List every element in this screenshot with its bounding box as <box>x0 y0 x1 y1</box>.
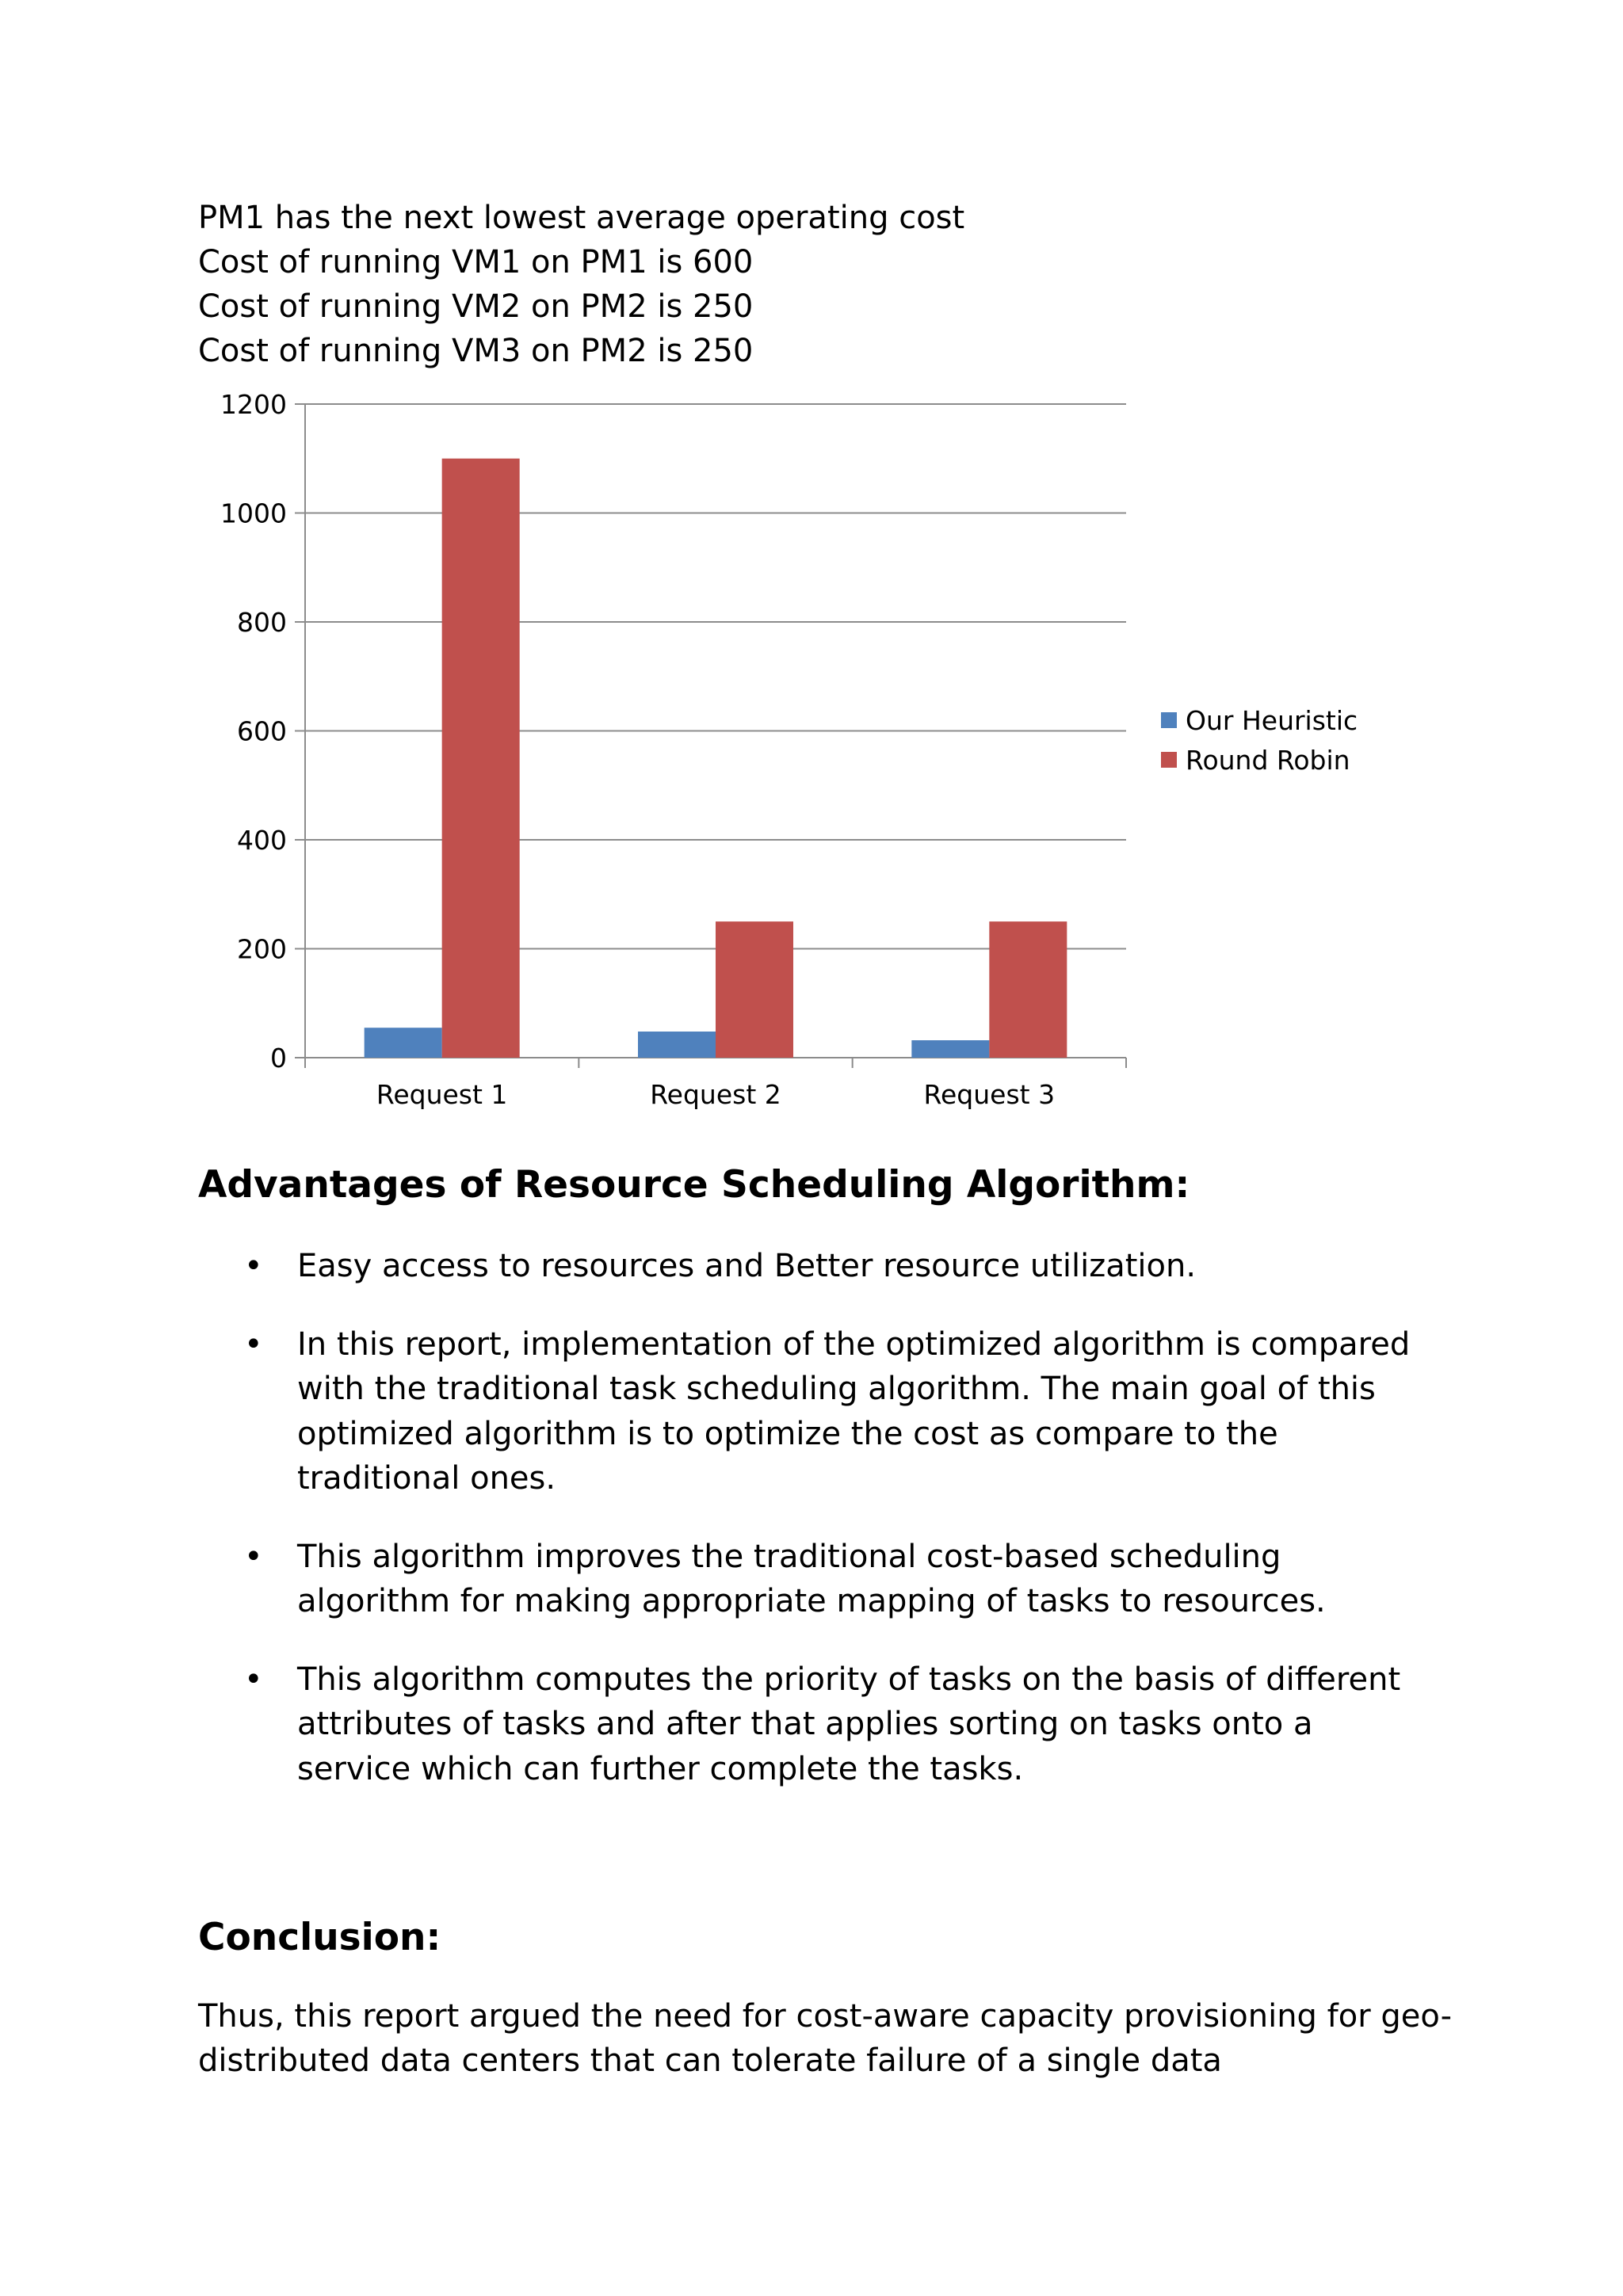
legend-swatch <box>1161 752 1177 768</box>
conclusion-heading: Conclusion: <box>198 1916 441 1959</box>
y-tick-label: 800 <box>237 607 287 638</box>
bar-round-robin <box>989 921 1067 1058</box>
advantage-text-3: This algorithm improves the traditional cost-based scheduling algorithm for making appropriate mapping of tasks to resources. <box>297 1538 1326 1619</box>
y-tick-label: 600 <box>237 715 287 747</box>
advantage-item-4 <box>198 1657 1434 1792</box>
intro-line-3: Cost of running VM2 on PM2 is 250 <box>198 288 754 325</box>
conclusion-text: Thus, this report argued the need for cost-aware capacity provisioning for geo-distributed data centers that can tolerate failure of a single data <box>198 1998 1453 2079</box>
advantage-text-2: In this report, implementation of the optimized algorithm is compared with the traditional task scheduling algorithm. The main goal of this optimized algorithm is to optimize the cost as compare to the traditional ones. <box>297 1325 1411 1497</box>
category-label: Request 1 <box>376 1079 508 1110</box>
advantage-item-3 <box>198 1535 1434 1624</box>
bar-our-heuristic <box>911 1040 989 1058</box>
y-tick-label: 1000 <box>220 498 287 529</box>
legend-swatch <box>1161 712 1177 728</box>
advantages-heading: Advantages of Resource Scheduling Algorithm: <box>198 1163 1190 1207</box>
advantage-item-2 <box>198 1322 1434 1501</box>
advantage-item-1 <box>198 1244 1434 1289</box>
bar-round-robin <box>442 459 520 1058</box>
advantage-text-4: This algorithm computes the priority of tasks on the basis of different attributes of tasks and after that applies sorting on tasks onto a service which can further complete the tasks. <box>297 1661 1401 1787</box>
advantages-list <box>198 1244 1434 1825</box>
intro-line-1: PM1 has the next lowest average operating cost <box>198 200 965 236</box>
bar-our-heuristic <box>638 1032 716 1058</box>
legend-label: Our Heuristic <box>1186 705 1358 736</box>
legend-label: Round Robin <box>1186 745 1350 776</box>
y-tick-label: 200 <box>237 933 287 965</box>
category-label: Request 2 <box>650 1079 781 1110</box>
intro-line-4: Cost of running VM3 on PM2 is 250 <box>198 333 754 369</box>
bullet-icon: • <box>244 1661 263 1698</box>
cost-bar-chart <box>0 372 1623 1133</box>
bullet-icon: • <box>244 1538 263 1575</box>
bullet-icon: • <box>244 1325 263 1363</box>
bar-round-robin <box>716 921 793 1058</box>
intro-line-2: Cost of running VM1 on PM1 is 600 <box>198 244 754 280</box>
y-tick-label: 0 <box>270 1043 287 1074</box>
category-label: Request 3 <box>923 1079 1056 1110</box>
y-tick-label: 400 <box>237 825 287 856</box>
y-tick-label: 1200 <box>220 389 287 420</box>
advantage-text-1: Easy access to resources and Better resource utilization. <box>297 1248 1197 1284</box>
bar-our-heuristic <box>365 1028 442 1058</box>
bullet-icon: • <box>244 1248 263 1284</box>
